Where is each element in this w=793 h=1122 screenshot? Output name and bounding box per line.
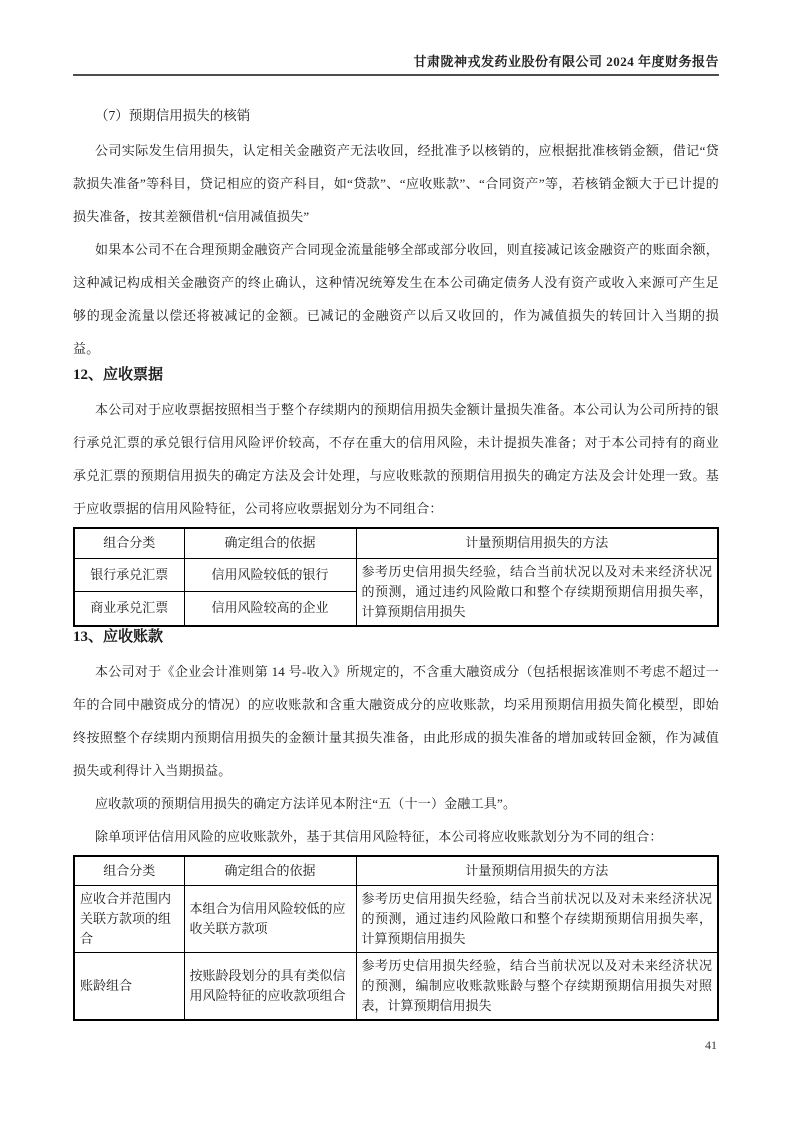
table-row bbox=[74, 558, 718, 592]
cell-aging-portfolio-ecl-method: 参考历史信用损失经验，结合当前状况以及对未来经济状况的预测，编制应收账款账龄与整个存续期预期信用损失对照表，计算预期信用损失 bbox=[356, 953, 718, 1021]
section12-heading: 12、应收票据 bbox=[73, 367, 164, 383]
column-header-portfolio-basis: 确定组合的依据 bbox=[184, 856, 356, 886]
table-row bbox=[74, 953, 718, 1021]
cell-related-party-basis: 本组合为信用风险较低的应收关联方款项 bbox=[184, 886, 356, 953]
table-header-row bbox=[74, 856, 718, 886]
section12-paragraph-1: 本公司对于应收票据按照相当于整个存续期内的预期信用损失金额计量损失准备。本公司认为公司所持的银行承兑汇票的承兑银行信用风险评价较高，不存在重大的信用风险，未计提损失准备；对于本公司持有的商业承兑汇票的预期信用损失的确定方法及会计处理，与应收账款的预期信用损失的确定方法及会计处理一致。基于应收票据的信用风险特征，公司将应收票据划分为不同组合： bbox=[73, 402, 719, 516]
column-header-portfolio-category: 组合分类 bbox=[74, 856, 184, 886]
cell-aging-portfolio: 账龄组合 bbox=[74, 953, 184, 1021]
cell-commercial-acceptance-basis: 信用风险较高的企业 bbox=[184, 592, 356, 626]
table-row bbox=[74, 886, 718, 953]
section7-heading: （7）预期信用损失的核销 bbox=[95, 108, 251, 123]
section13-paragraph-1: 本公司对于《企业会计准则第 14 号-收入》所规定的，不含重大融资成分（包括根据该准则不考虑不超过一年的合同中融资成分的情况）的应收账款和含重大融资成分的应收账款，均采用预期信用损失简化模型，即始终按照整个存续期内预期信用损失的金额计量其损失准备，由此形成的损失准备的增加或转回金额，作为减值损失或利得计入当期损益。 bbox=[73, 663, 719, 778]
section13-paragraph-3: 除单项评估信用风险的应收账款外，基于其信用风险特征，本公司将应收账款划分为不同的组合： bbox=[95, 828, 663, 844]
cell-aging-portfolio-basis: 按账龄段划分的具有类似信用风险特征的应收款项组合 bbox=[184, 953, 356, 1021]
bills-receivable-portfolio-table bbox=[73, 527, 719, 627]
page-number: 41 bbox=[705, 1038, 717, 1052]
section7-paragraph-2: 如果本公司不在合理预期金融资产合同现金流量能够全部或部分收回，则直接减记该金融资产的账面余额，这种减记构成相关金融资产的终止确认，这种情况统筹发生在本公司确定债务人没有资产或收入来源可产生足够的现金流量以偿还将被减记的金额。已减记的金融资产以后又收回的，作为减值损失的转回计入当期的损益。 bbox=[73, 242, 719, 356]
cell-related-party-ecl-method: 参考历史信用损失经验，结合当前状况以及对未来经济状况的预测，通过违约风险敞口和整个存续期预期信用损失率，计算预期信用损失 bbox=[356, 886, 718, 953]
table-header-row bbox=[74, 528, 718, 558]
column-header-portfolio-category: 组合分类 bbox=[74, 528, 184, 558]
header-rule bbox=[73, 74, 719, 76]
cell-ecl-method-merged: 参考历史信用损失经验，结合当前状况以及对未来经济状况的预测，通过违约风险敞口和整个存续期预期信用损失率，计算预期信用损失 bbox=[356, 558, 718, 626]
cell-commercial-acceptance-bill: 商业承兑汇票 bbox=[74, 592, 184, 626]
cell-related-party-portfolio: 应收合并范围内关联方款项的组合 bbox=[74, 886, 184, 953]
column-header-portfolio-basis: 确定组合的依据 bbox=[184, 528, 356, 558]
report-header-title: 甘肃陇神戎发药业股份有限公司 2024 年度财务报告 bbox=[413, 54, 719, 69]
cell-bank-acceptance-bill: 银行承兑汇票 bbox=[74, 558, 184, 592]
column-header-ecl-method: 计量预期信用损失的方法 bbox=[356, 528, 718, 558]
section13-heading: 13、应收账款 bbox=[73, 628, 164, 645]
cell-bank-acceptance-basis: 信用风险较低的银行 bbox=[184, 558, 356, 592]
section13-paragraph-2: 应收款项的预期信用损失的确定方法详见本附注“五（十一）金融工具”。 bbox=[95, 795, 517, 811]
section7-paragraph-1: 公司实际发生信用损失，认定相关金融资产无法收回，经批准予以核销的，应根据批准核销金额，借记“贷款损失准备”等科目，贷记相应的资产科目，如“贷款”、“应收账款”、“合同资产”等，若核销金额大于已计提的损失准备，按其差额借机“信用减值损失” bbox=[73, 143, 719, 224]
accounts-receivable-portfolio-table bbox=[73, 855, 719, 1022]
column-header-ecl-method: 计量预期信用损失的方法 bbox=[356, 856, 718, 886]
